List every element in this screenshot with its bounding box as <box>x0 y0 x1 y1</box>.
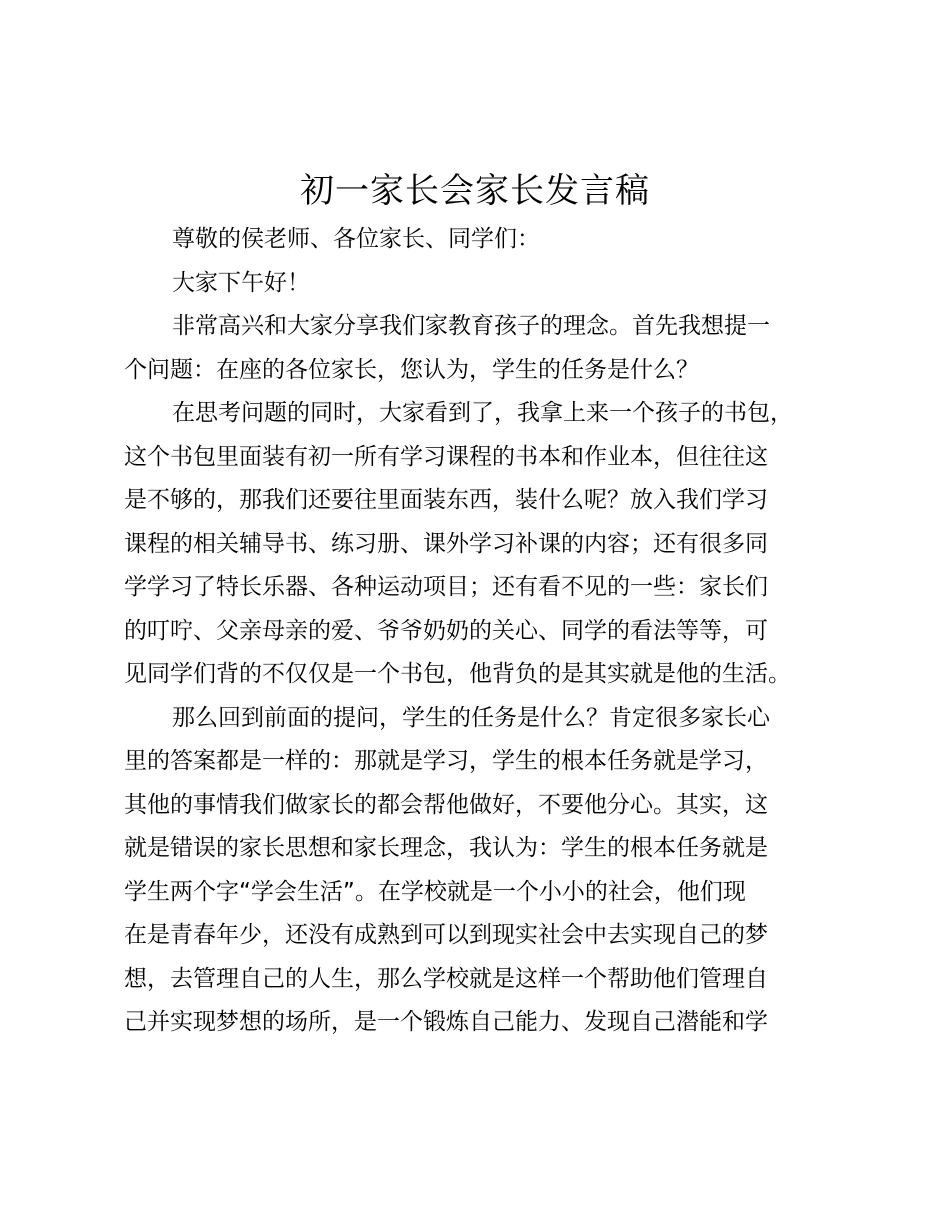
text-line: 其他的事情我们做家长的都会帮他做好，不要他分心。其实，这 <box>124 791 768 818</box>
text-line: 的叮咛、父亲母亲的爱、爷爷奶奶的关心、同学的看法等等，可 <box>124 617 768 644</box>
text-line: 是不够的，那我们还要往里面装东西，装什么呢？放入我们学习 <box>124 487 768 513</box>
text-line: 见同学们背的不仅仅是一个书包，他背负的是其实就是他的生活。 <box>124 661 791 687</box>
text-line: 大家下午好！ <box>172 269 310 296</box>
text-line: 学学习了特长乐器、各种运动项目；还有看不见的一些：家长们 <box>124 574 768 600</box>
text-line: 想，去管理自己的人生，那么学校就是这样一个帮助他们管理自 <box>124 965 768 992</box>
text-line: 就是错误的家长思想和家长理念，我认为：学生的根本任务就是 <box>124 835 768 861</box>
text-line: 学生两个字“学会生活”。在学校就是一个小小的社会，他们现 <box>124 878 746 905</box>
text-line: 个问题：在座的各位家长，您认为，学生的任务是什么？ <box>124 356 699 383</box>
document-title: 初一家长会家长发言稿 <box>300 171 650 211</box>
document-body <box>124 218 844 1045</box>
text-line: 课程的相关辅导书、练习册、课外学习补课的内容；还有很多同 <box>124 530 768 557</box>
text-line: 己并实现梦想的场所，是一个锻炼自己能力、发现自己潜能和学 <box>124 1009 768 1035</box>
text-line: 尊敬的侯老师、各位家长、同学们： <box>172 226 540 252</box>
text-line: 那么回到前面的提问，学生的任务是什么？肯定很多家长心 <box>172 704 770 731</box>
text-line: 这个书包里面装有初一所有学习课程的书本和作业本，但往往这 <box>124 443 768 470</box>
text-line: 非常高兴和大家分享我们家教育孩子的理念。首先我想提一 <box>172 313 770 339</box>
text-line: 里的答案都是一样的：那就是学习，学生的根本任务就是学习， <box>124 748 768 774</box>
text-line: 在思考问题的同时，大家看到了，我拿上来一个孩子的书包， <box>172 400 793 426</box>
text-line: 在是青春年少，还没有成熟到可以到现实社会中去实现自己的梦 <box>124 922 768 948</box>
